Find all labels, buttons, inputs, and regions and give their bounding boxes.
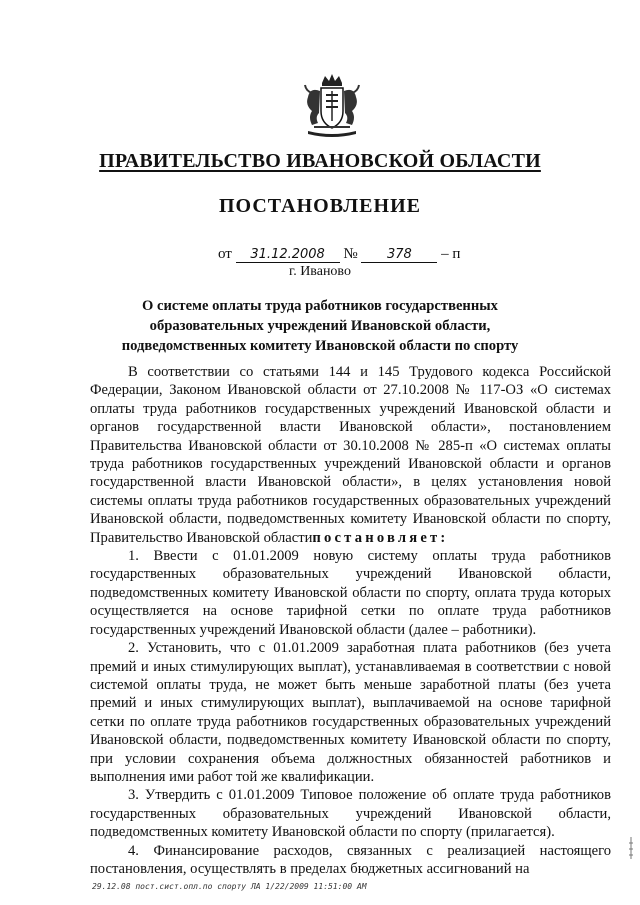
handwritten-number: 378 <box>361 248 437 263</box>
number-sign: № <box>343 246 358 262</box>
item-paragraph-2: 2. Установить, что с 01.01.2009 заработная плата работников (без учета премий и иных стимулирующих выплат), устанавливаемая в соответствии с новой системой оплаты труда, не может быть меньше заработной платы (без учета премий и иных стимулирующих выплат), выплачиваемой на основе тарифной сетки по оплате труда работников государственных образовательных учреждений Ивановской области, подведомственных комитету Ивановской области по спорту, при условии сохранения объема должностных обязанностей работников и выполнения ими работ той же квалификации. <box>90 640 611 785</box>
document-body <box>90 363 611 878</box>
preamble-text: В соответствии со статьями 144 и 145 Трудового кодекса Российской Федерации, Законом Ивановской области от 27.10.2008 № 117-ОЗ «О системах оплаты труда работников государственных учреждений Ивановской области и органов государственной власти Ивановской области», постановлением Правительства Ивановской области от 30.10.2008 № 285-п «О системах оплаты труда работников государственных учреждений Ивановской области и органов государственной власти Ивановской области», в целях установления новой системы оплаты труда работников государственных образовательных учреждений Ивановской области, подведомственных комитету Ивановской области по спорту, Правительство Ивановской области <box>90 364 611 546</box>
item-paragraph-4: 4. Финансирование расходов, связанных с реализацией настоящего постановления, осуществлять в пределах бюджетных ассигнований на <box>90 842 611 877</box>
number-suffix: – п <box>441 246 461 262</box>
coat-of-arms-emblem <box>300 73 364 139</box>
government-title: ПРАВИТЕЛЬСТВО ИВАНОВСКОЙ ОБЛАСТИ <box>99 150 541 172</box>
preamble-paragraph <box>90 363 611 547</box>
decree-word: постановляет: <box>312 529 449 546</box>
margin-scan-mark <box>626 835 636 861</box>
item-paragraph-1: 1. Ввести с 01.01.2009 новую систему оплаты труда работников государственных образовательных учреждений Ивановской области, подведомственных комитету Ивановской области по спорту, оплата труда которых осуществляется на основе тарифной сетки по оплате труда работников государственных учреждений Ивановской области (далее – работники). <box>90 548 611 638</box>
date-prefix: от <box>218 246 232 262</box>
document-type-title: ПОСТАНОВЛЕНИЕ <box>219 195 421 217</box>
document-subject: О системе оплаты труда работников государственных образовательных учреждений Ивановской области, подведомственных комитету Ивановской области по спорту <box>121 298 519 354</box>
file-footer: 29.12.08 пост.сист.опл.по спорту ЛА 1/22/2009 11:51:00 AM <box>92 882 367 891</box>
city-line: г. Иваново <box>289 264 351 279</box>
date-number-line <box>218 246 460 263</box>
handwritten-date: 31.12.2008 <box>236 248 340 263</box>
item-paragraph-3: 3. Утвердить с 01.01.2009 Типовое положение об оплате труда работников государственных образовательных учреждений Ивановской области, подведомственных комитету Ивановской области по спорту (прилагается). <box>90 787 611 841</box>
